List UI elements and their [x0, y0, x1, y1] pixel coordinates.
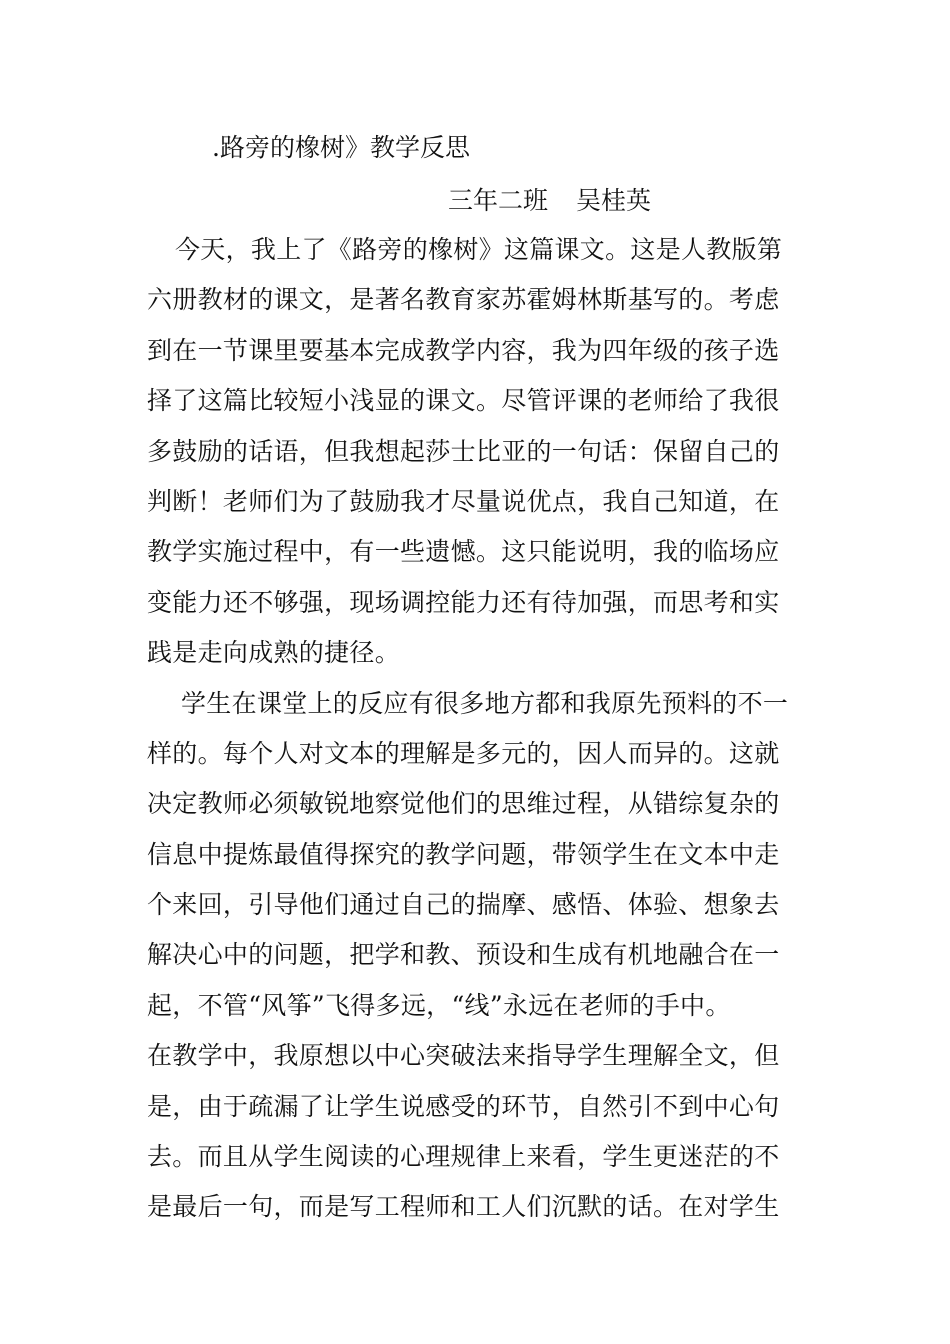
- author-name: 吴桂英: [576, 186, 652, 215]
- text-line: 决定教师必须敏锐地察觉他们的思维过程，从错综复杂的: [147, 789, 780, 819]
- text-line: 是最后一句，而是写工程师和工人们沉默的话。在对学生: [147, 1192, 780, 1222]
- text-line: 变能力还不够强，现场调控能力还有待加强，而思考和实: [147, 587, 780, 617]
- text-line: 教学实施过程中，有一些遗憾。这只能说明，我的临场应: [147, 537, 780, 567]
- text-line: 在教学中，我原想以中心突破法来指导学生理解全文，但: [147, 1041, 780, 1071]
- text-line: 判断！老师们为了鼓励我才尽量说优点，我自己知道，在: [147, 486, 780, 516]
- text-line: 个来回，引导他们通过自己的揣摩、感悟、体验、想象去: [147, 890, 780, 920]
- text-line: 学生在课堂上的反应有很多地方都和我原先预料的不一: [181, 688, 789, 718]
- document-title: .路旁的橡树》教学反思: [212, 133, 470, 162]
- author-line: [448, 183, 651, 219]
- text-line: 是，由于疏漏了让学生说感受的环节，自然引不到中心句: [147, 1091, 780, 1121]
- text-line: 践是走向成熟的捷径。: [147, 638, 401, 668]
- text-line: 六册教材的课文，是著名教育家苏霍姆林斯基写的。考虑: [147, 285, 780, 315]
- text-line: 样的。每个人对文本的理解是多元的，因人而异的。这就: [147, 738, 780, 768]
- text-line: 今天，我上了《路旁的橡树》这篇课文。这是人教版第: [175, 235, 783, 264]
- body-text: [147, 232, 807, 1240]
- text-line: 信息中提炼最值得探究的教学问题，带领学生在文本中走: [147, 839, 780, 869]
- text-line: 到在一节课里要基本完成教学内容，我为四年级的孩子选: [147, 335, 780, 365]
- author-class: 三年二班: [448, 186, 549, 215]
- text-line: 起，不管“风筝”飞得多远，“线”永远在老师的手中。: [147, 990, 731, 1020]
- text-line: 解决心中的问题，把学和教、预设和生成有机地融合在一: [147, 940, 780, 970]
- text-line: 去。而且从学生阅读的心理规律上来看，学生更迷茫的不: [147, 1142, 780, 1172]
- text-line: 多鼓励的话语，但我想起莎士比亚的一句话：保留自己的: [147, 436, 780, 466]
- text-line: 择了这篇比较短小浅显的课文。尽管评课的老师给了我很: [147, 386, 780, 416]
